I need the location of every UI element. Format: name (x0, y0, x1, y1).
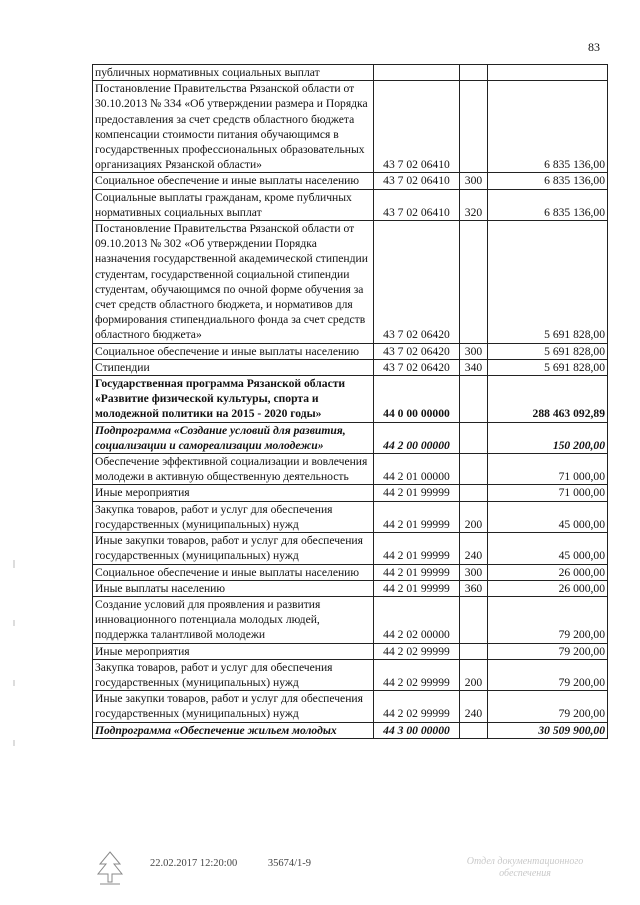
row-amount: 26 000,00 (488, 580, 608, 596)
row-amount: 79 200,00 (488, 691, 608, 722)
budget-table (92, 64, 608, 739)
row-amount: 79 200,00 (488, 596, 608, 643)
row-name: Обеспечение эффективной социализации и вовлечения молодежи в активную общественную деятельность (93, 454, 374, 485)
table-row (93, 81, 608, 173)
row-expense-type: 240 (460, 533, 488, 564)
table-row (93, 643, 608, 659)
row-expense-type (460, 485, 488, 501)
row-name: Подпрограмма «Создание условий для развития, социализации и самореализации молодежи» (93, 422, 374, 453)
row-name: Социальное обеспечение и иные выплаты населению (93, 343, 374, 359)
row-amount: 6 835 136,00 (488, 189, 608, 220)
table-row (93, 376, 608, 423)
department-watermark (450, 856, 600, 880)
row-code: 43 7 02 06420 (374, 221, 460, 344)
row-amount: 79 200,00 (488, 659, 608, 690)
row-expense-type: 340 (460, 359, 488, 375)
table-row (93, 343, 608, 359)
row-code: 43 7 02 06420 (374, 343, 460, 359)
row-amount: 5 691 828,00 (488, 343, 608, 359)
row-amount: 79 200,00 (488, 643, 608, 659)
row-name: Подпрограмма «Обеспечение жильем молодых (93, 722, 374, 738)
table-row (93, 221, 608, 344)
table-row (93, 659, 608, 690)
row-expense-type: 360 (460, 580, 488, 596)
row-code: 44 2 01 99999 (374, 564, 460, 580)
table-row (93, 173, 608, 189)
table-row (93, 691, 608, 722)
row-name: Закупка товаров, работ и услуг для обеспечения государственных (муниципальных) нужд (93, 659, 374, 690)
row-expense-type: 300 (460, 564, 488, 580)
watermark-line-1: Отдел документационного (466, 856, 584, 867)
row-expense-type: 320 (460, 189, 488, 220)
row-name: Стипендии (93, 359, 374, 375)
row-expense-type: 300 (460, 343, 488, 359)
row-name: Государственная программа Рязанской области «Развитие физической культуры, спорта и молодежной политики на 2015 - 2020 годы» (93, 376, 374, 423)
row-code: 44 2 01 99999 (374, 501, 460, 532)
row-expense-type (460, 65, 488, 81)
row-code: 44 3 00 00000 (374, 722, 460, 738)
row-amount: 6 835 136,00 (488, 81, 608, 173)
row-name: Постановление Правительства Рязанской области от 09.10.2013 № 302 «Об утверждении Порядка назначения государственной академической стипендии студентам, государственной социальной стипендии студентам, обучающимся по очной форме обучения за счет средств областного бюджета, и нормативов для формирования стипендиального фонда за счет средств областного бюджета» (93, 221, 374, 344)
row-expense-type (460, 596, 488, 643)
row-code (374, 65, 460, 81)
row-expense-type (460, 643, 488, 659)
row-code: 43 7 02 06410 (374, 173, 460, 189)
table-row (93, 454, 608, 485)
row-expense-type (460, 422, 488, 453)
row-amount: 71 000,00 (488, 454, 608, 485)
table-row (93, 596, 608, 643)
row-code: 44 0 00 00000 (374, 376, 460, 423)
row-name: Иные мероприятия (93, 485, 374, 501)
table-row (93, 189, 608, 220)
row-code: 43 7 02 06410 (374, 81, 460, 173)
row-amount: 6 835 136,00 (488, 173, 608, 189)
row-amount: 288 463 092,89 (488, 376, 608, 423)
footer-doc-id: 35674/1-9 (267, 858, 312, 869)
row-amount: 150 200,00 (488, 422, 608, 453)
row-expense-type: 240 (460, 691, 488, 722)
row-name: Иные закупки товаров, работ и услуг для обеспечения государственных (муниципальных) нужд (93, 691, 374, 722)
row-name: Постановление Правительства Рязанской области от 30.10.2013 № 334 «Об утверждении размера и Порядка предоставления за счет средств областного бюджета компенсации стоимости питания обучающимся в государственных профессиональных образовательных организациях Рязанской области» (93, 81, 374, 173)
row-name: Социальные выплаты гражданам, кроме публичных нормативных социальных выплат (93, 189, 374, 220)
row-name: публичных нормативных социальных выплат (93, 65, 374, 81)
row-code: 44 2 01 99999 (374, 533, 460, 564)
row-amount: 5 691 828,00 (488, 359, 608, 375)
tree-emblem-icon (96, 850, 124, 886)
row-name: Иные закупки товаров, работ и услуг для обеспечения государственных (муниципальных) нужд (93, 533, 374, 564)
row-amount: 26 000,00 (488, 564, 608, 580)
row-amount: 45 000,00 (488, 501, 608, 532)
table-row (93, 422, 608, 453)
row-code: 43 7 02 06420 (374, 359, 460, 375)
budget-table-body (93, 65, 608, 739)
row-name: Социальное обеспечение и иные выплаты населению (93, 564, 374, 580)
table-row (93, 533, 608, 564)
table-row (93, 359, 608, 375)
watermark-line-2: обеспечения (499, 868, 551, 879)
row-amount: 45 000,00 (488, 533, 608, 564)
table-row (93, 501, 608, 532)
row-code: 44 2 01 99999 (374, 485, 460, 501)
row-code: 44 2 01 99999 (374, 580, 460, 596)
row-code: 44 2 01 00000 (374, 454, 460, 485)
row-amount: 71 000,00 (488, 485, 608, 501)
row-name: Иные мероприятия (93, 643, 374, 659)
row-expense-type (460, 376, 488, 423)
row-expense-type: 300 (460, 173, 488, 189)
row-amount (488, 65, 608, 81)
row-amount: 30 509 900,00 (488, 722, 608, 738)
margin-marks (8, 560, 22, 760)
row-code: 44 2 00 00000 (374, 422, 460, 453)
row-code: 43 7 02 06410 (374, 189, 460, 220)
row-expense-type (460, 81, 488, 173)
row-expense-type (460, 454, 488, 485)
row-expense-type: 200 (460, 659, 488, 690)
page-number: 83 (588, 40, 600, 54)
row-expense-type: 200 (460, 501, 488, 532)
row-amount: 5 691 828,00 (488, 221, 608, 344)
table-row (93, 65, 608, 81)
row-name: Социальное обеспечение и иные выплаты населению (93, 173, 374, 189)
row-name: Иные выплаты населению (93, 580, 374, 596)
table-row (93, 564, 608, 580)
row-code: 44 2 02 00000 (374, 596, 460, 643)
footer-datetime: 22.02.2017 12:20:00 (150, 858, 238, 869)
row-code: 44 2 02 99999 (374, 691, 460, 722)
footer (150, 858, 339, 869)
row-name: Закупка товаров, работ и услуг для обеспечения государственных (муниципальных) нужд (93, 501, 374, 532)
row-code: 44 2 02 99999 (374, 643, 460, 659)
table-row (93, 485, 608, 501)
row-code: 44 2 02 99999 (374, 659, 460, 690)
row-expense-type (460, 221, 488, 344)
table-row (93, 580, 608, 596)
row-expense-type (460, 722, 488, 738)
table-row (93, 722, 608, 738)
row-name: Создание условий для проявления и развития инновационного потенциала молодых людей, поддержка талантливой молодежи (93, 596, 374, 643)
